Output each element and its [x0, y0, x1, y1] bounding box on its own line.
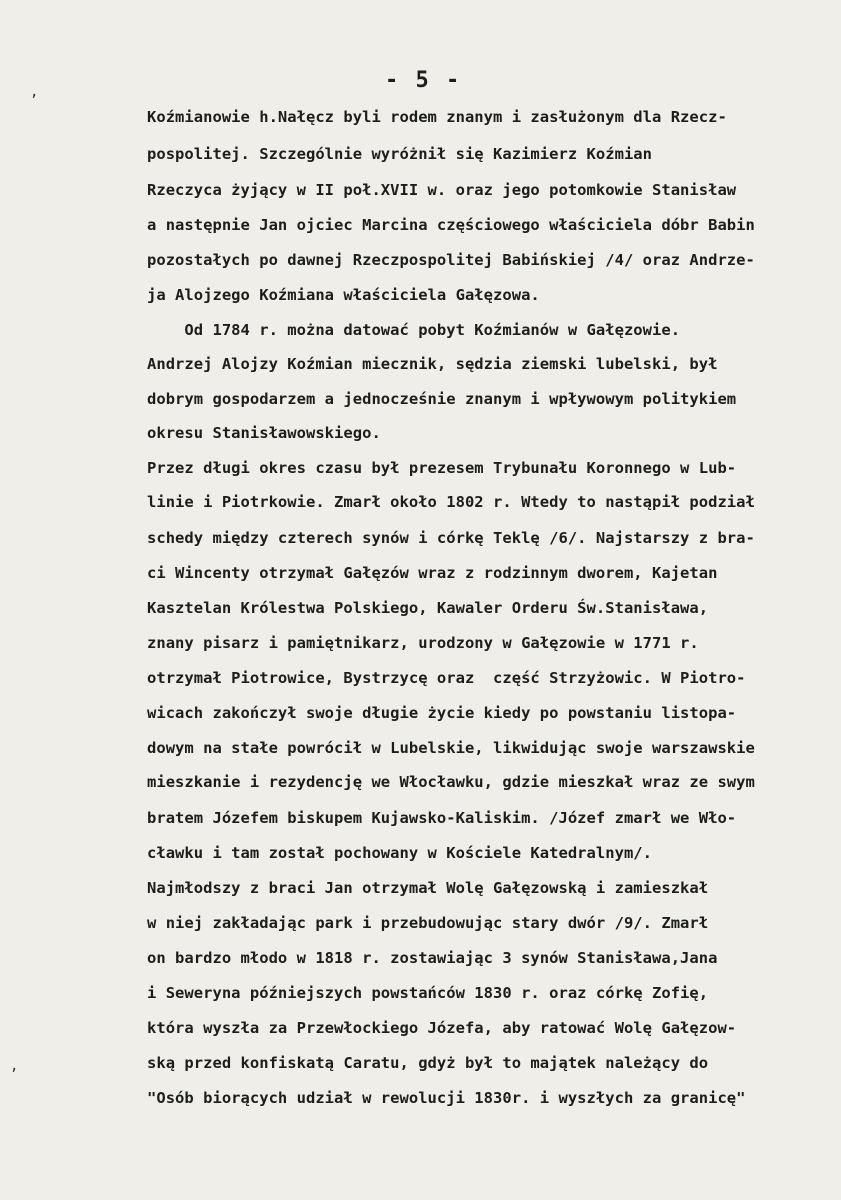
text-line: schedy między czterech synów i córkę Teklę /6/. Najstarszy z bra-	[147, 529, 755, 547]
text-line: on bardzo młodo w 1818 r. zostawiając 3 synów Stanisława,Jana	[147, 949, 718, 967]
text-line: Andrzej Alojzy Koźmian miecznik, sędzia ziemski lubelski, był	[147, 355, 718, 373]
page-number: - 5 -	[385, 68, 462, 93]
text-line: "Osób biorących udział w rewolucji 1830r. i wyszłych za granicę"	[147, 1089, 746, 1107]
margin-mark: ,	[30, 84, 39, 100]
text-line: Najmłodszy z braci Jan otrzymał Wolę Gałęzowską i zamieszkał	[147, 879, 709, 897]
text-line: Od 1784 r. można datować pobyt Koźmianów w Gałęzowie.	[147, 321, 681, 339]
text-line: Rzeczyca żyjący w II poł.XVII w. oraz jego potomkowie Stanisław	[147, 181, 737, 199]
text-line: w niej zakładając park i przebudowując stary dwór /9/. Zmarł	[147, 914, 709, 932]
text-line: dobrym gospodarzem a jednocześnie znanym i wpływowym politykiem	[147, 390, 737, 408]
text-line: wicach zakończył swoje długie życie kiedy po powstaniu listopa-	[147, 704, 737, 722]
text-line: ja Alojzego Koźmiana właściciela Gałęzowa.	[147, 286, 540, 304]
text-line: okresu Stanisławowskiego.	[147, 424, 381, 442]
text-line: pozostałych po dawnej Rzeczpospolitej Babińskiej /4/ oraz Andrze-	[147, 251, 755, 269]
text-line: mieszkanie i rezydencję we Włocławku, gdzie mieszkał wraz ze swym	[147, 773, 755, 791]
text-line: znany pisarz i pamiętnikarz, urodzony w Gałęzowie w 1771 r.	[147, 634, 699, 652]
text-line: bratem Józefem biskupem Kujawsko-Kaliskim. /Józef zmarł we Wło-	[147, 809, 737, 827]
text-line: linie i Piotrkowie. Zmarł około 1802 r. Wtedy to nastąpił podział	[147, 493, 755, 511]
text-line: Kasztelan Królestwa Polskiego, Kawaler Orderu Św.Stanisława,	[147, 599, 709, 617]
text-line: która wyszła za Przewłockiego Józefa, aby ratować Wolę Gałęzow-	[147, 1019, 737, 1037]
text-line: Koźmianowie h.Nałęcz byli rodem znanym i zasłużonym dla Rzecz-	[147, 108, 727, 126]
text-line: dowym na stałe powrócił w Lubelskie, likwidując swoje warszawskie	[147, 739, 755, 757]
text-line: pospolitej. Szczególnie wyróżnił się Kazimierz Koźmian	[147, 145, 652, 163]
text-line: a następnie Jan ojciec Marcina częściowego właściciela dóbr Babin	[147, 216, 755, 234]
text-line: ską przed konfiskatą Caratu, gdyż był to majątek należący do	[147, 1054, 709, 1072]
text-line: ci Wincenty otrzymał Gałęzów wraz z rodzinnym dworem, Kajetan	[147, 564, 718, 582]
text-line: otrzymał Piotrowice, Bystrzycę oraz część Strzyżowic. W Piotro-	[147, 669, 746, 687]
text-line: Przez długi okres czasu był prezesem Trybunału Koronnego w Lub-	[147, 459, 737, 477]
text-line: cławku i tam został pochowany w Kościele Katedralnym/.	[147, 844, 652, 862]
text-line: i Seweryna późniejszych powstańców 1830 r. oraz córkę Zofię,	[147, 984, 709, 1002]
margin-mark: ,	[10, 1058, 19, 1074]
